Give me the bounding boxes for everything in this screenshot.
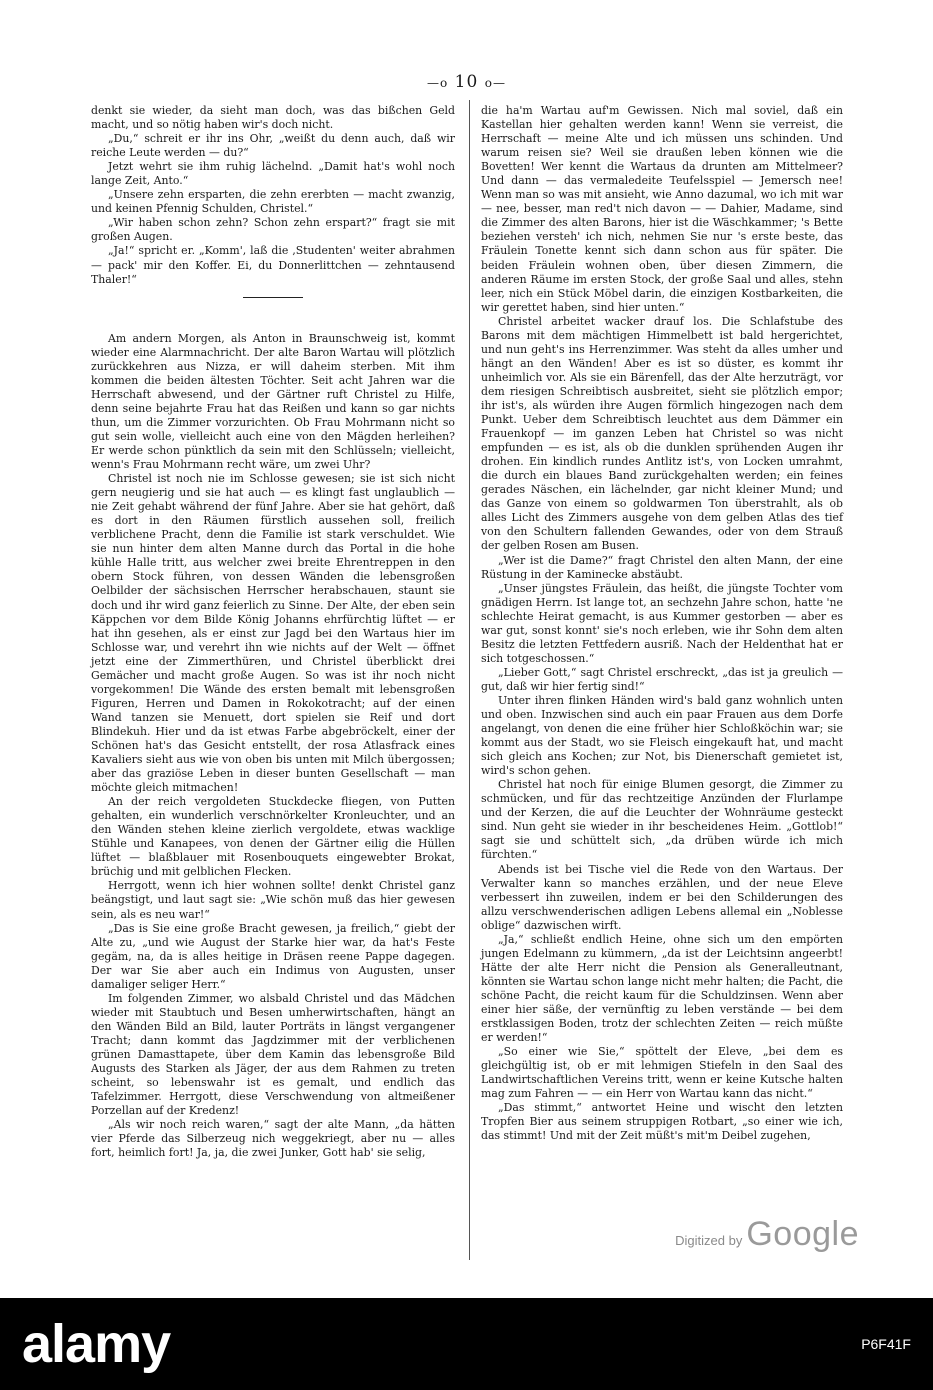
- column-divider: [469, 100, 470, 1260]
- paragraph: Abends ist bei Tische viel die Rede von den Wartaus. Der Verwalter kann so manches erzählen, und der neue Eleve verbessert ihn zuweilen, indem er bei den Schilderungen des allzu verschwenderischen adligen Lebens allemal ein „Noblesse oblige“ dazwischen wirft.: [481, 862, 843, 932]
- paragraph: „Das stimmt,“ antwortet Heine und wischt den letzten Tropfen Bier aus seinem struppigen Rotbart, „so einer wie ich, das stimmt! Und mit der Zeit müßt's mit'm Deibel zugehen,: [481, 1101, 843, 1143]
- paragraph: Am andern Morgen, als Anton in Braunschweig ist, kommt wieder eine Alarmnachricht. Der alte Baron Wartau will plötzlich zurückkehren aus Nizza, er will daheim sterben. Mit ihm kommen die beiden ältesten Töchter. Seit acht Jahren war die Herrschaft abwesend, und der Gärtner ruft Christel zu Hilfe, denn seine bejahrte Frau hat das Reißen und kann so gar nichts thun, um die Zimmer vorzurichten. Ob Frau Mohrmann nicht so gut sein wolle, vielleicht auch eine von den Mägden herleihen? Er werde schon pünktlich da sein mit den Schlüsseln; vielleicht, wenn's Frau Mohrmann recht wäre, um zwei Uhr?: [91, 331, 455, 472]
- alamy-logo: alamy: [22, 1314, 171, 1374]
- digitized-by-google: [675, 1215, 859, 1254]
- paragraph: „Ja!“ spricht er. „Komm', laß die ‚Studenten' weiter abrahmen — pack' mir den Koffer. Ei, du Donnerlittchen — zehntausend Thaler!“: [91, 244, 455, 286]
- ornament-left: —o: [427, 76, 449, 90]
- page-number: [0, 72, 933, 92]
- paragraph: Christel arbeitet wacker drauf los. Die Schlafstube des Barons mit dem mächtigen Himmelbett ist bald hergerichtet, und nun geht's ins Herrenzimmer. Was steht da alles umher und hängt an den Wänden! Aber es ist so düster, es kommt ihr unheimlich vor. Als sie ein Bärenfell, das der Alte herzuträgt, vor dem riesigen Schreibtisch ausbreitet, sieht sie plötzlich empor; ihr ist's, als würden ihre Augen förmlich hingezogen nach dem Punkt. Ueber dem Schreibtisch leuchtet aus dem Dämmer ein Frauenkopf — im ganzen Leben hat Christel so was nicht empfunden — es ist, als ob die dunklen sprühenden Augen ihr drohen. Ein kindlich rundes Antlitz ist's, von Locken umrahmt, die durch ein blaues Band zurückgehalten werden; ein feines gerades Näschen, ein lächelnder, gar nicht kleiner Mund; und das Ganze von einem so goldwarmen Ton überstrahlt, als ob alles Licht des Zimmers ausgehe von dem gelben Atlas des tief von den Schultern fallenden Gewandes, oder von dem Strauß der gelben Rosen am Busen.: [481, 314, 843, 553]
- left-column: [91, 104, 455, 1160]
- paragraph: Herrgott, wenn ich hier wohnen sollte! denkt Christel ganz beängstigt, und laut sagt sie: „Wie schön muß das hier gewesen sein, als es neu war!“: [91, 879, 455, 921]
- paragraph: „Wir haben schon zehn? Schon zehn erspart?“ fragt sie mit großen Augen.: [91, 216, 455, 244]
- paragraph: Jetzt wehrt sie ihm ruhig lächelnd. „Damit hat's wohl noch lange Zeit, Anto.“: [91, 160, 455, 188]
- paragraph: „So einer wie Sie,“ spöttelt der Eleve, „bei dem es gleichgültig ist, ob er mit lehmigen Stiefeln in den Saal des Landwirtschaftlichen Vereins tritt, wenn er keine Kutsche halten mag zum Fahren — — ein Herr von Wartau kann das nicht.“: [481, 1045, 843, 1101]
- section-divider: [243, 297, 303, 298]
- page-number-value: 10: [454, 72, 479, 92]
- paragraph: Unter ihren flinken Händen wird's bald ganz wohnlich unten und oben. Inzwischen sind auch ein paar Frauen aus dem Dorfe angelangt, von denen die eine früher hier Schloßköchin war; sie kommt aus der Stadt, wo sie Fleisch eingekauft hat, und macht sich gleich ans Kochen; zur Not, bis Dienerschaft gemietet ist, wird's schon gehen.: [481, 693, 843, 778]
- paragraph: „Du,“ schreit er ihr ins Ohr, „weißt du denn auch, daß wir reiche Leute werden — du?“: [91, 132, 455, 160]
- ornament-right: o—: [484, 76, 506, 90]
- watermark-band: [0, 1298, 933, 1390]
- right-column: [481, 104, 843, 1143]
- paragraph: Christel ist noch nie im Schlosse gewesen; sie ist sich nicht gern neugierig und sie hat auch — es klingt fast unglaublich — nie Zeit gehabt während der fünf Jahre. Aber sie hat gehört, daß es dort in den Räumen fürstlich aussehen soll, freilich verblichene Pracht, denn die Familie ist stark verschuldet. Wie sie nun hinter dem alten Manne durch das Portal in die hohe kühle Halle tritt, aus welcher zwei breite Ehrentreppen in den obern Stock führen, von dessen Wänden die lebensgroßen Oelbilder der sächsischen Herrscher herabschauen, staunt sie doch und ihr wird ganz feierlich zu Sinne. Der Alte, der eben sein Käppchen vor dem Bilde König Johanns ehrfürchtig lüftet — er hat ihn gesehen, als er einst zur Jagd bei den Wartaus hier im Schlosse war, und verehrt ihn wie nichts auf der Welt — öffnet jetzt eine der Zimmerthüren, und Christel überblickt drei Gemächer und macht große Augen. So was ist ihr noch nicht vorgekommen! Die Wände des ersten bemalt mit lebensgroßen Figuren, Herren und Damen in Rokokotracht; auf der einen Wand tanzen sie Menuett, dort spielen sie Reif und dort Blindekuh. Hier und da ist etwas Farbe abgebröckelt, einer der Schönen hat's das Gesicht entstellt, der rosa Atlasfrack eines Kavaliers sieht aus wie von oben bis unten mit Milch übergossen; aber das graziöse Leben in dieser bunten Gesellschaft — man möchte gleich mitmachen!: [91, 472, 455, 795]
- image-id: P6F41F: [861, 1336, 911, 1352]
- paragraph: die ha'm Wartau auf'm Gewissen. Nich mal soviel, daß ein Kastellan hier gehalten werden kann! Wenn sie verreist, die Herrschaft — meine Alte und ich müssen uns schinden. Und warum reisen sie? Weil sie draußen leben können wie die Bovetten! Wer kennt die Wartaus da drunten am Mittelmeer? Und dann — das vermaledeite Teufelsspiel — Jemersch nee! Wenn man so was mit ansieht, wie Anno dazumal, wo ich mit war — nee, besser, man red't nich davon — — Dahier, Madame, sind die Zimmer des alten Barons, hier ist die Wäschkammer; 's Bette beziehen versteh' ich nich, nehmen Sie nur 's erste beste, das Fräulein Tonette kennt sich dann schon aus für später. Die beiden Fräulein wohnen oben, über diesen Zimmern, die anderen Räume im ersten Stock, der große Saal und alles, stehn leer, nich ein Stück Möbel darin, die einzigen Kostbarkeiten, die wir gerettet haben, sind hier unten.“: [481, 104, 843, 314]
- paragraph: denkt sie wieder, da sieht man doch, was das bißchen Geld macht, und so nötig haben wir's doch nicht.: [91, 104, 455, 132]
- paragraph: „Lieber Gott,“ sagt Christel erschreckt, „das ist ja greulich — gut, daß wir hier fertig sind!“: [481, 665, 843, 693]
- paragraph: „Wer ist die Dame?“ fragt Christel den alten Mann, der eine Rüstung in der Kaminecke abstäubt.: [481, 553, 843, 581]
- google-logo: Google: [746, 1215, 859, 1253]
- paragraph: Christel hat noch für einige Blumen gesorgt, die Zimmer zu schmücken, und für das rechtzeitige Anzünden der Flurlampe und der Kerzen, die auf die Leuchter der Wohnräume gesteckt sind. Nun geht sie wieder in ihr bescheidenes Heim. „Gottlob!“ sagt sie und schüttelt sich, „da drüben würde ich mich fürchten.“: [481, 778, 843, 862]
- paragraph: „Als wir noch reich waren,“ sagt der alte Mann, „da hätten vier Pferde das Silberzeug nich weggekriegt, aber nu — alles fort, heimlich fort! Ja, ja, die zwei Junker, Gott hab' sie selig,: [91, 1118, 455, 1160]
- paragraph: „Unser jüngstes Fräulein, das heißt, die jüngste Tochter vom gnädigen Herrn. Ist lange tot, an sechzehn Jahre schon, hatte 'ne schlechte Heirat gemacht, is aus Kummer gestorben — aber es war gut, sonst konnt' sie's noch erleben, wie ihr Sohn dem alten Besitz die letzten Fettfedern ausriß. Nach der Heldenthat hat er sich totgeschossen.“: [481, 581, 843, 665]
- paragraph: Im folgenden Zimmer, wo alsbald Christel und das Mädchen wieder mit Staubtuch und Besen umherwirtschaften, hängt an den Wänden Bild an Bild, lauter Porträts in längst vergangener Tracht; dann kommt das Jagdzimmer mit der verblichenen grünen Damasttapete, über dem Kamin das lebensgroße Bild Augusts des Starken als Jäger, der aus dem Rahmen zu treten scheint, so lebenswahr ist es gemalt, und endlich das Tafelzimmer. Herrgott, diese Verschwendung von altmeißener Porzellan auf der Kredenz!: [91, 991, 455, 1118]
- paragraph: „Ja,“ schließt endlich Heine, ohne sich um den empörten jungen Edelmann zu kümmern, „da ist der Leichtsinn angeerbt! Hätte der alte Herr nicht die Pension als Generalleutnant, könnten sie Wartau schon lange nicht mehr halten; die Pacht, die schöne Pacht, die reicht kaum für die Schuldzinsen. Wenn aber einer hier säße, der vernünftig zu leben verstände — bei dem erstklassigen Boden, trotz der schlechten Zeiten — reich müßte er werden!“: [481, 932, 843, 1045]
- digitized-by-label: Digitized by: [675, 1233, 743, 1248]
- paragraph: An der reich vergoldeten Stuckdecke fliegen, von Putten gehalten, ein wunderlich verschnörkelter Kronleuchter, und an den Wänden stehen kleine zierlich vergoldete, etwas wacklige Stühle und Kanapees, von denen der Gärtner eilig die Hüllen lüftet — blaßblauer mit Rosenbouquets eingewebter Brokat, brüchig und mit gelblichen Flecken.: [91, 795, 455, 879]
- paragraph: „Unsere zehn ersparten, die zehn ererbten — macht zwanzig, und keinen Pfennig Schulden, Christel.“: [91, 188, 455, 216]
- paragraph: „Das is Sie eine große Bracht gewesen, ja freilich,“ giebt der Alte zu, „und wie August der Starke hier war, da hat's Feste gegäm, na, da is alles heitige in Dräsen reene Pappe dagegen. Der war Sie aber auch ein Indimus von Augusten, unser damaliger seliger Herr.“: [91, 921, 455, 991]
